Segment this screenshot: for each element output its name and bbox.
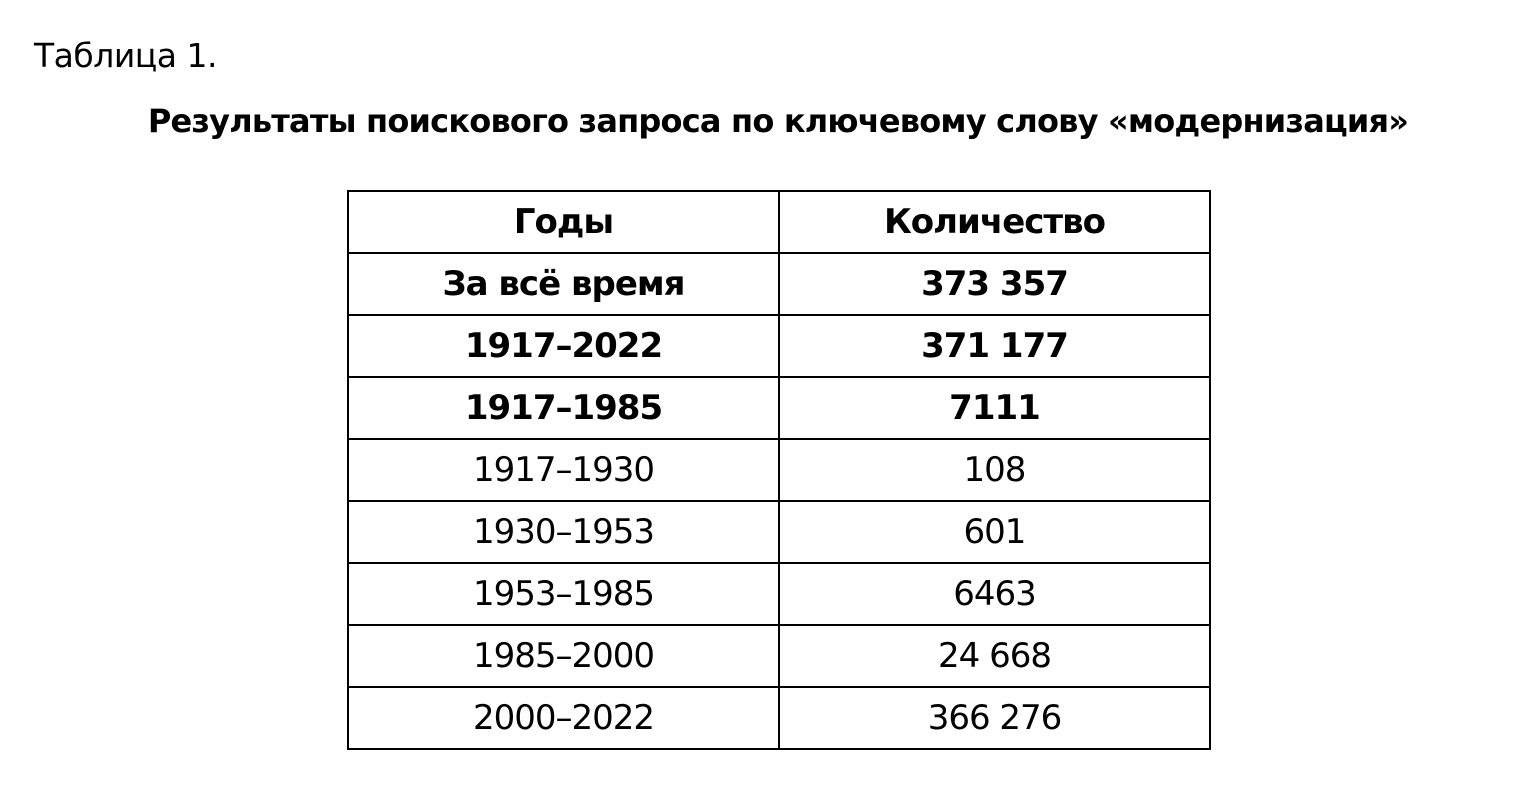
table-row xyxy=(348,377,1210,439)
table-label: Таблица 1. xyxy=(34,36,217,75)
results-table xyxy=(347,190,1211,750)
period-cell: 1930–1953 xyxy=(348,501,779,563)
count-cell: 7111 xyxy=(779,377,1210,439)
table-row xyxy=(348,253,1210,315)
table-row xyxy=(348,625,1210,687)
period-cell: 2000–2022 xyxy=(348,687,779,749)
period-cell: 1917–1985 xyxy=(348,377,779,439)
period-cell: 1985–2000 xyxy=(348,625,779,687)
count-cell: 6463 xyxy=(779,563,1210,625)
header-count: Количество xyxy=(779,191,1210,253)
header-years: Годы xyxy=(348,191,779,253)
period-cell: За всё время xyxy=(348,253,779,315)
table-row xyxy=(348,563,1210,625)
table-row xyxy=(348,315,1210,377)
count-cell: 24 668 xyxy=(779,625,1210,687)
table-row xyxy=(348,687,1210,749)
count-cell: 366 276 xyxy=(779,687,1210,749)
count-cell: 371 177 xyxy=(779,315,1210,377)
count-cell: 601 xyxy=(779,501,1210,563)
table-row xyxy=(348,439,1210,501)
period-cell: 1953–1985 xyxy=(348,563,779,625)
period-cell: 1917–2022 xyxy=(348,315,779,377)
table-title: Результаты поискового запроса по ключевому слову «модернизация» xyxy=(147,102,1409,140)
count-cell: 108 xyxy=(779,439,1210,501)
period-cell: 1917–1930 xyxy=(348,439,779,501)
table-row xyxy=(348,501,1210,563)
count-cell: 373 357 xyxy=(779,253,1210,315)
table-header-row xyxy=(348,191,1210,253)
